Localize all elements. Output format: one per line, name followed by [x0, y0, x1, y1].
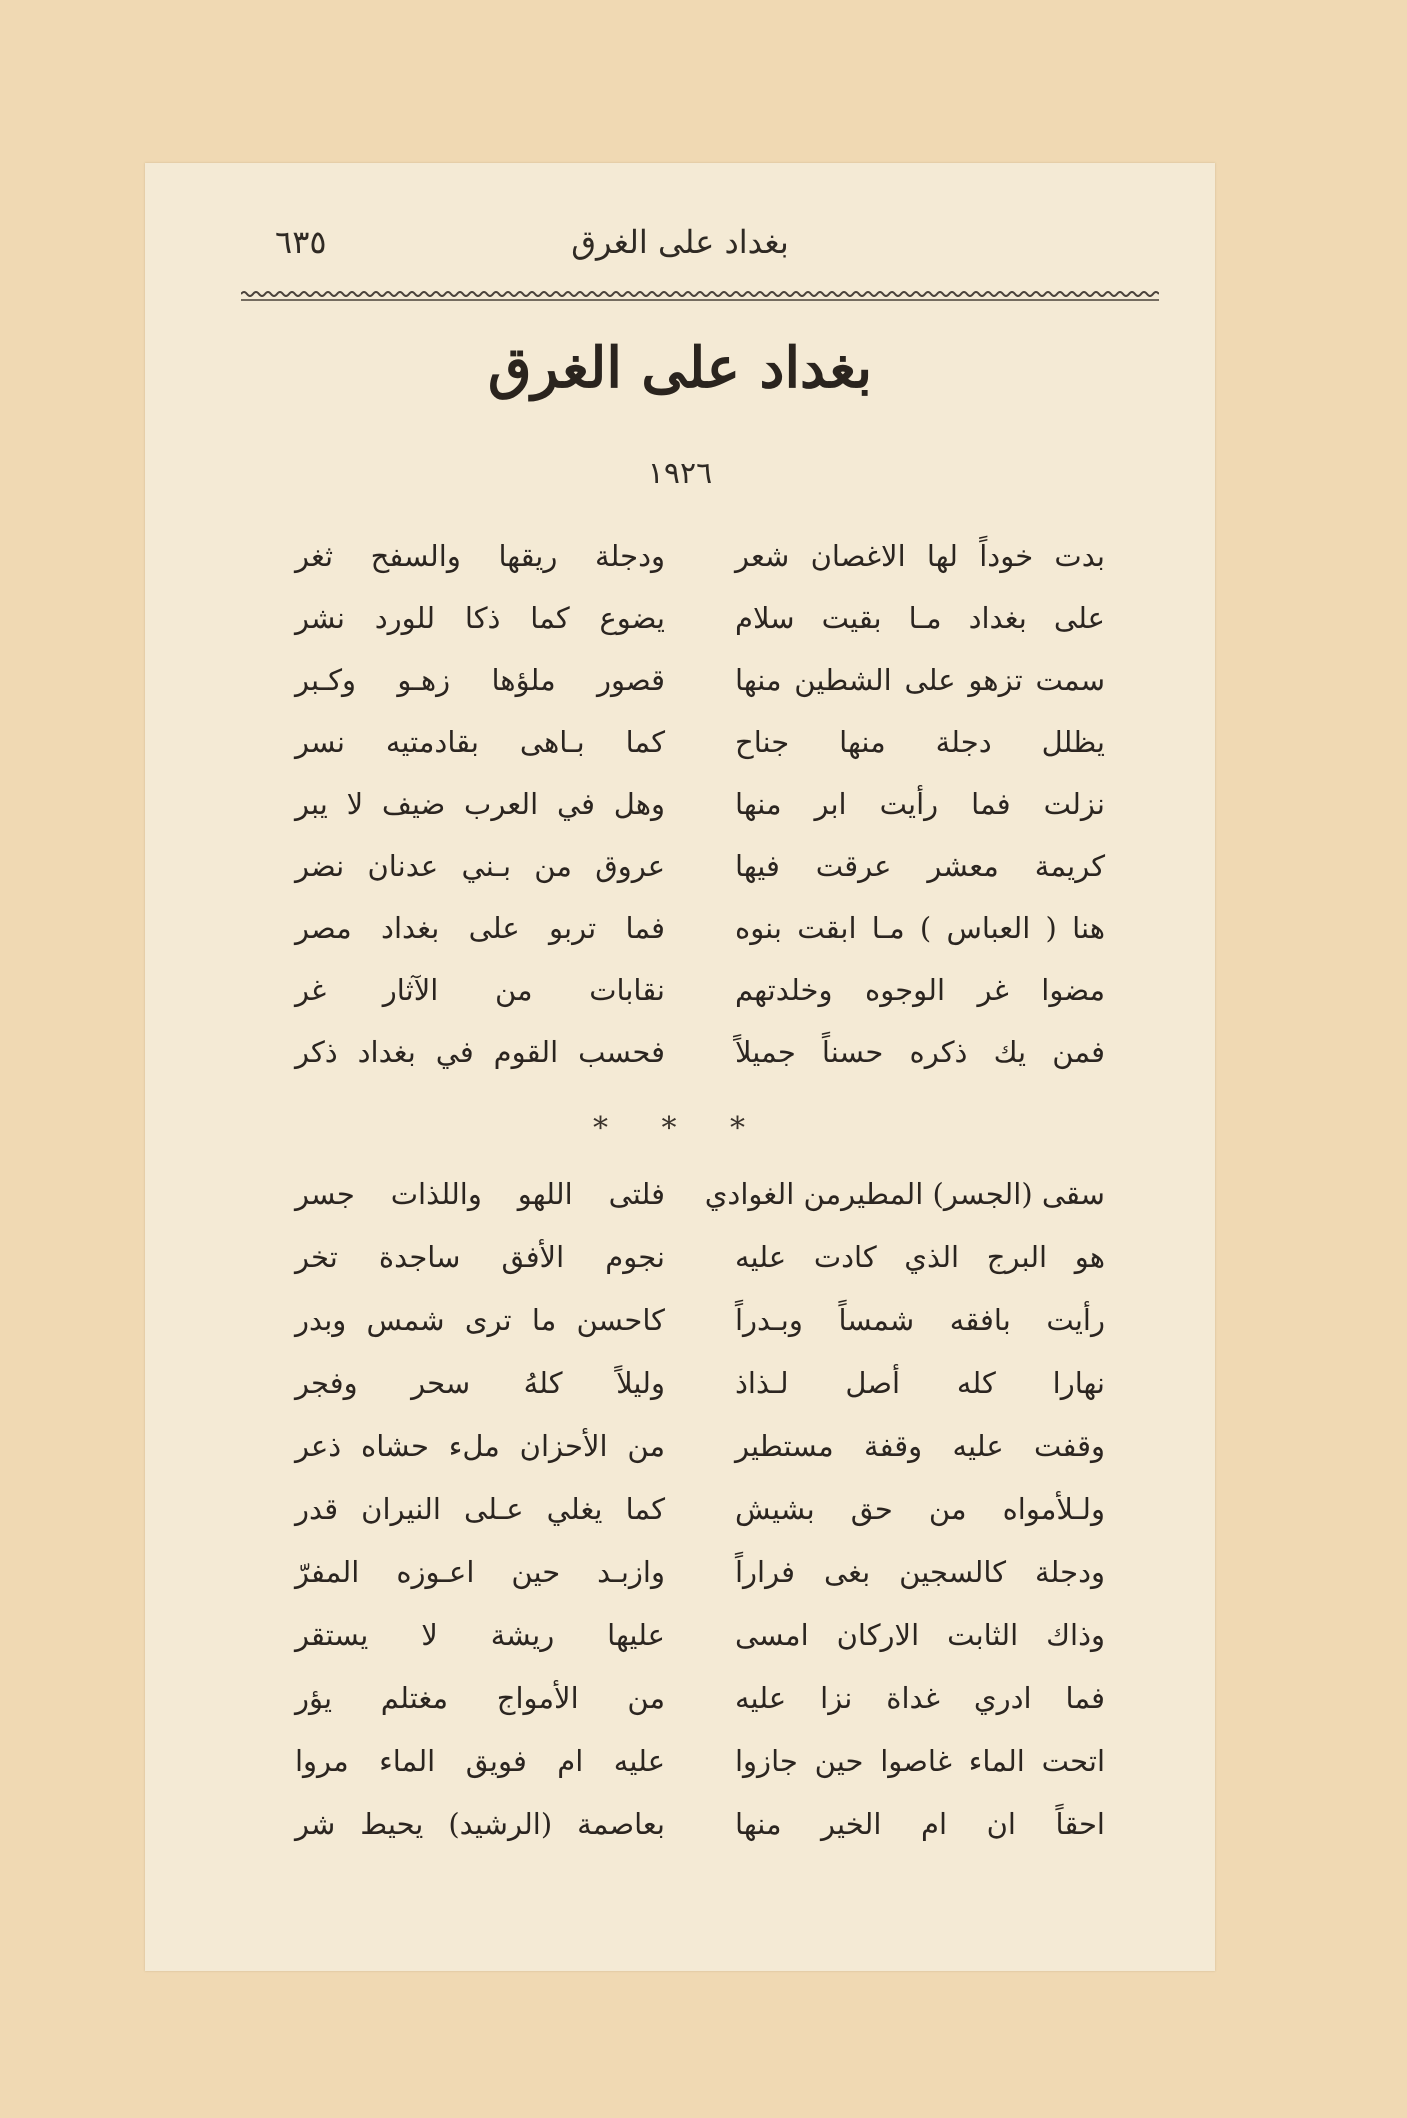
verse-second-hemistich: وهل في العرب ضيف لا يبر — [295, 787, 665, 821]
verse-first-hemistich: كريمة معشر عرقت فيها — [735, 849, 1105, 883]
verse-first-hemistich: وقفت عليه وقفة مستطير — [735, 1429, 1105, 1463]
section-separator: * * * — [592, 1111, 768, 1146]
verse-second-hemistich: يضوع كما ذكا للورد نشر — [295, 601, 665, 635]
verse-first-hemistich: مضوا غر الوجوه وخلدتهم — [735, 973, 1105, 1007]
verse-first-hemistich: سقى (الجسر) المطيرمن الغوادي — [704, 1177, 1105, 1211]
verse-second-hemistich: من الأمواج مغتلم يؤر — [295, 1681, 665, 1715]
verse-second-hemistich: وازبـد حين اعـوزه المفرّ — [295, 1555, 665, 1589]
verse-row — [295, 590, 1105, 650]
verse-second-hemistich: نقابات من الآثار غر — [295, 973, 665, 1007]
poem-title: بغداد على الغرق — [487, 335, 873, 401]
verse-second-hemistich: كما يغلي عـلى النيران قدر — [295, 1492, 665, 1526]
verse-row — [295, 1024, 1105, 1084]
verse-first-hemistich: فما ادري غداة نزا عليه — [735, 1681, 1105, 1715]
verse-row — [295, 652, 1105, 712]
verse-first-hemistich: سمت تزهو على الشطين منها — [735, 663, 1105, 697]
verse-row — [295, 714, 1105, 774]
verse-second-hemistich: عليها ريشة لا يستقر — [295, 1618, 665, 1652]
verse-second-hemistich: نجوم الأفق ساجدة تخر — [295, 1240, 665, 1274]
verse-first-hemistich: نزلت فما رأيت ابر منها — [735, 787, 1105, 821]
running-header — [145, 223, 1215, 273]
verse-row — [295, 1796, 1105, 1856]
verse-second-hemistich: عليه ام فويق الماء مروا — [295, 1744, 665, 1778]
verse-row — [295, 1544, 1105, 1604]
wavy-divider-rule — [241, 289, 1159, 303]
verse-first-hemistich: هو البرج الذي كادت عليه — [735, 1240, 1105, 1274]
page-number: ٦٣٥ — [275, 223, 327, 261]
verse-first-hemistich: وذاك الثابت الاركان امسى — [735, 1618, 1105, 1652]
verse-row — [295, 776, 1105, 836]
verse-row — [295, 1481, 1105, 1541]
verse-second-hemistich: فلتى اللهو واللذات جسر — [295, 1177, 665, 1211]
running-title: بغداد على الغرق — [571, 223, 789, 261]
poem-year: ١٩٢٦ — [647, 456, 713, 491]
verse-row — [295, 1733, 1105, 1793]
verse-row — [295, 528, 1105, 588]
verse-row — [295, 1355, 1105, 1415]
verse-row — [295, 962, 1105, 1022]
verse-second-hemistich: قصور ملؤها زهـو وكـبر — [295, 663, 665, 697]
verse-first-hemistich: ولـلأمواه من حق بشيش — [735, 1492, 1105, 1526]
verse-first-hemistich: بدت خوداً لها الاغصان شعر — [735, 539, 1105, 573]
verse-second-hemistich: عروق من بـني عدنان نضر — [295, 849, 665, 883]
verse-second-hemistich: بعاصمة (الرشيد) يحيط شر — [295, 1807, 665, 1841]
verse-first-hemistich: ودجلة كالسجين بغى فراراً — [735, 1555, 1105, 1589]
verse-row — [295, 1670, 1105, 1730]
verse-second-hemistich: كاحسن ما ترى شمس وبدر — [295, 1303, 665, 1337]
verse-first-hemistich: على بغداد مـا بقيت سلام — [735, 601, 1105, 635]
verse-first-hemistich: رأيت بافقه شمساً وبـدراً — [735, 1303, 1105, 1337]
verse-second-hemistich: فحسب القوم في بغداد ذكر — [295, 1035, 665, 1069]
verse-first-hemistich: احقاً ان ام الخير منها — [735, 1807, 1105, 1841]
verse-second-hemistich: من الأحزان ملء حشاه ذعر — [295, 1429, 665, 1463]
verse-first-hemistich: نهارا كله أصل لـذاذ — [735, 1366, 1105, 1400]
verse-second-hemistich: ودجلة ريقها والسفح ثغر — [295, 539, 665, 573]
book-page — [145, 163, 1215, 1971]
verse-row — [295, 1166, 1105, 1226]
verse-row — [295, 838, 1105, 898]
verse-first-hemistich: هنا ( العباس ) مـا ابقت بنوه — [735, 911, 1105, 945]
verse-row — [295, 1292, 1105, 1352]
verse-row — [295, 1229, 1105, 1289]
verse-second-hemistich: وليلاً كلهُ سحر وفجر — [295, 1366, 665, 1400]
verse-second-hemistich: كما بـاهى بقادمتيه نسر — [295, 725, 665, 759]
verse-first-hemistich: اتحت الماء غاصوا حين جازوا — [735, 1744, 1105, 1778]
verse-row — [295, 1418, 1105, 1478]
verse-first-hemistich: يظلل دجلة منها جناح — [735, 725, 1105, 759]
verse-row — [295, 900, 1105, 960]
verse-second-hemistich: فما تربو على بغداد مصر — [295, 911, 665, 945]
verse-row — [295, 1607, 1105, 1667]
verse-first-hemistich: فمن يك ذكره حسناً جميلاً — [735, 1035, 1105, 1069]
